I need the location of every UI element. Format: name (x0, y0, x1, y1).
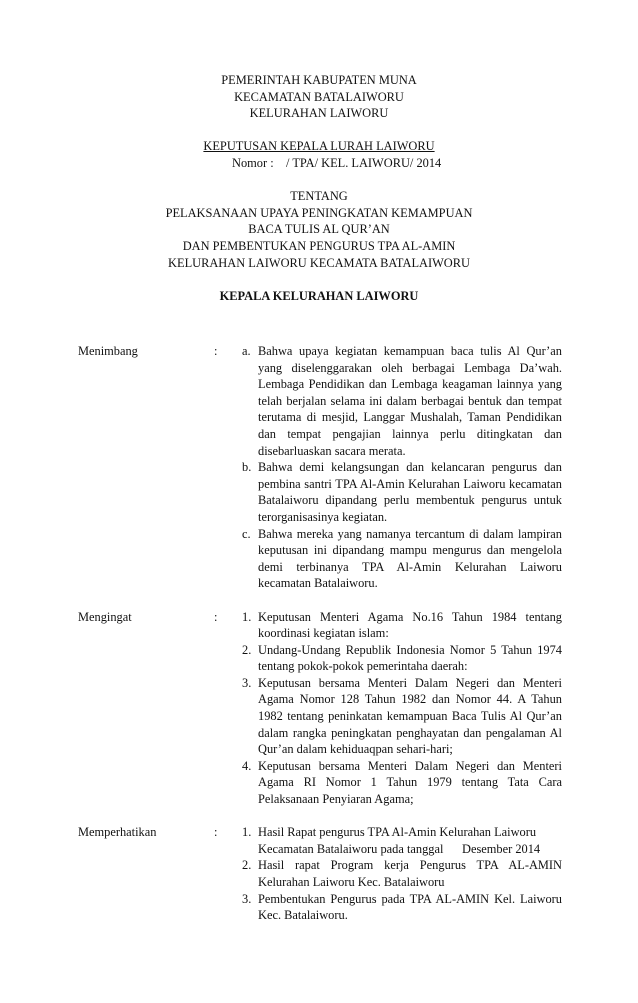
section-memperhatikan (78, 824, 562, 924)
item-text: Pembentukan Pengurus pada TPA AL-AMIN Kel. Laiworu Kec. Batalaiworu. (258, 891, 562, 923)
subject-line: PELAKSANAAN UPAYA PENINGKATAN KEMAMPUAN (165, 205, 473, 220)
section-list (242, 824, 562, 924)
list-item (242, 642, 562, 675)
section-colon: : (214, 609, 218, 624)
item-text: Hasil Rapat pengurus TPA Al-Amin Kelurahan Laiworu Kecamatan Batalaiworu pada tanggal Desember 2014 (258, 825, 541, 856)
item-text: Bahwa demi kelangsungan dan kelancaran pengurus dan pembina santri TPA Al-Amin Kelurahan Laiworu kecamatan Batalaiworu dipandang perlu membentuk pengurus untuk terorganisasinya kegiatan. (258, 460, 562, 524)
item-marker: 3. (242, 675, 252, 690)
section-label: Mengingat (78, 609, 132, 624)
item-marker: 1. (242, 609, 252, 624)
list-item (242, 758, 562, 808)
item-text: Keputusan Menteri Agama No.16 Tahun 1984 tentang koordinasi kegiatan islam: (258, 609, 562, 641)
item-marker: 4. (242, 758, 252, 773)
subject-line: KELURAHAN LAIWORU KECAMATA BATALAIWORU (168, 255, 470, 270)
nomor-label: Nomor : (232, 155, 274, 170)
list-item (242, 609, 562, 642)
decree-body (78, 343, 562, 940)
list-item (242, 459, 562, 525)
list-item (242, 857, 562, 890)
section-colon: : (214, 825, 218, 840)
section-colon: : (214, 344, 218, 358)
section-mengingat (78, 609, 562, 808)
village-name: KELURAHAN LAIWORU (249, 106, 389, 121)
section-label: Menimbang (78, 344, 138, 358)
decree-title: KEPUTUSAN KEPALA LURAH LAIWORU (203, 139, 435, 154)
item-marker: 3. (242, 891, 252, 906)
section-list (242, 609, 562, 808)
item-text: Keputusan bersama Menteri Dalam Negeri dan Menteri Agama RI Nomor 1 Tahun 1979 tentang Tata Cara Pelaksanaan Penyiaran Agama; (258, 758, 562, 807)
list-item (242, 675, 562, 758)
item-marker: 2. (242, 642, 252, 657)
item-text: Undang-Undang Republik Indonesia Nomor 5 Tahun 1974 tentang pokok-pokok pemerintaha daerah: (258, 642, 562, 674)
issuer-heading: KEPALA KELURAHAN LAIWORU (219, 288, 419, 303)
item-marker: c. (242, 526, 251, 541)
item-text: Hasil rapat Program kerja Pengurus TPA AL-AMIN Kelurahan Laiworu Kec. Batalaiworu (258, 858, 562, 889)
item-text: Keputusan bersama Menteri Dalam Negeri dan Menteri Agama Nomor 128 Tahun 1982 dan Nomor 44. A Tahun 1982 tentang peninkatan kemampuan Baca Tulis Al Qur’an dalam rangka peningkatan penghayatan dan pengalaman Al Qur’an dalam kehiduaqpan sehari-hari; (258, 675, 562, 757)
about-label: TENTANG (290, 189, 348, 204)
list-item (242, 526, 562, 592)
item-text: Bahwa upaya kegiatan kemampuan baca tulis Al Qur’an yang diselenggarakan oleh berbagai Lembaga Da’wah. Lembaga Pendidikan dan Lembaga keagaman lainnya yang telah berjalan selama ini dalam berbagai bentuk dan tempat terutama di mesjid, Langgar Mushalah, Taman Pendidikan dan tempat pengajian lainnya perlu ditingkatan dan disebarluaskan sacara merata. (258, 344, 562, 458)
decree-number (0, 155, 638, 172)
section-menimbang (78, 343, 562, 592)
section-label: Memperhatikan (78, 825, 157, 840)
item-marker: 1. (242, 825, 252, 840)
list-item (242, 343, 562, 459)
item-text: Bahwa mereka yang namanya tercantum di dalam lampiran keputusan ini dipandang mampu mengurus dan mengelola demi terbinanya TPA Al-Amin Kelurahan Laiworu kecamatan Batalaiworu. (258, 526, 562, 591)
item-marker: b. (242, 460, 252, 475)
government-name: PEMERINTAH KABUPATEN MUNA (221, 73, 417, 87)
subject-line: DAN PEMBENTUKAN PENGURUS TPA AL-AMIN (182, 238, 456, 253)
subject-line: BACA TULIS AL QUR’AN (248, 222, 390, 237)
district-name: KECAMATAN BATALAIWORU (234, 89, 404, 104)
nomor-value: / TPA/ KEL. LAIWORU/ 2014 (286, 155, 442, 170)
list-item (242, 891, 562, 924)
document-header (0, 72, 638, 304)
item-marker: a. (242, 344, 251, 358)
list-item (242, 824, 562, 857)
section-list (242, 343, 562, 592)
item-marker: 2. (242, 858, 252, 873)
